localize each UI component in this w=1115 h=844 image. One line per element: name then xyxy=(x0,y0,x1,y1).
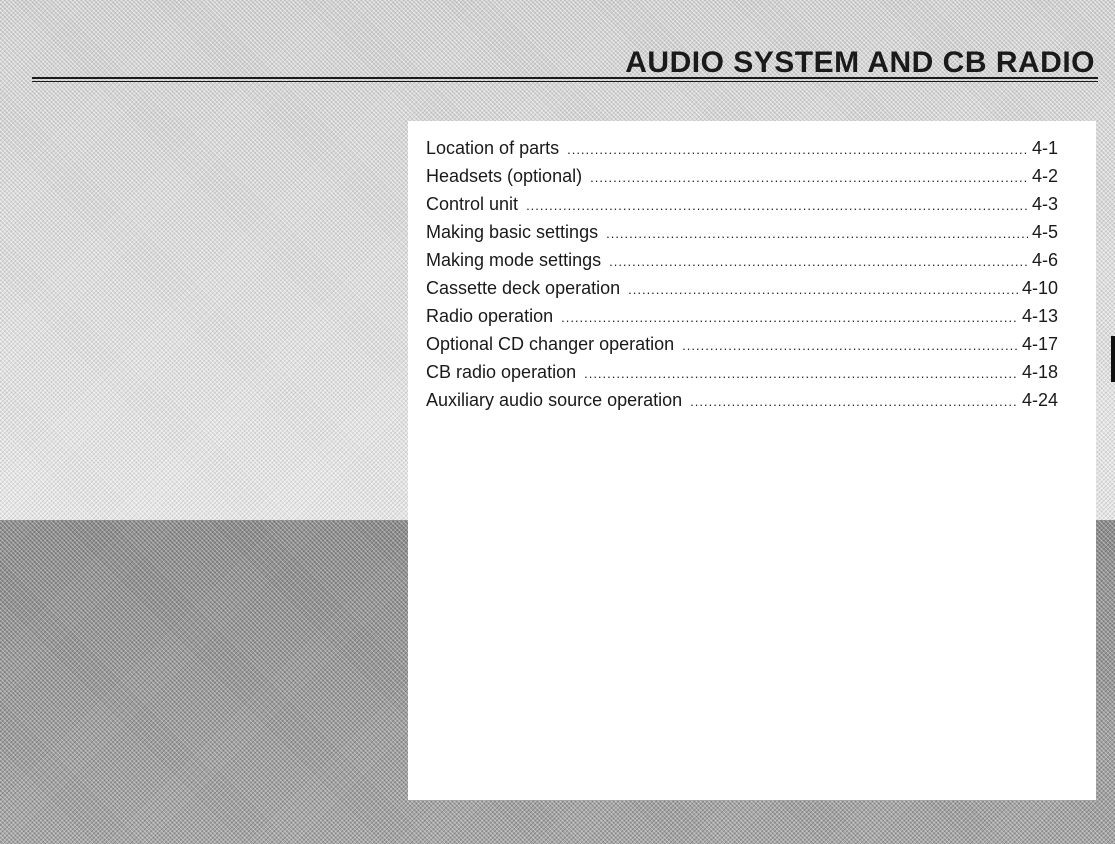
dot-leader xyxy=(628,276,1018,304)
toc-entry-auxiliary-audio[interactable] xyxy=(426,386,1058,414)
toc-entry-label: CB radio operation xyxy=(426,362,577,382)
dot-leader xyxy=(682,332,1018,360)
toc-entry-radio-operation[interactable] xyxy=(426,302,1058,330)
toc-entry-page: 4-18 xyxy=(1021,362,1058,382)
toc-entry-headsets[interactable] xyxy=(426,162,1058,190)
dot-leader xyxy=(590,164,1028,192)
toc-entry-label: Making mode settings xyxy=(426,250,602,270)
toc-entry-mode-settings[interactable] xyxy=(426,246,1058,274)
toc-entry-cd-changer[interactable] xyxy=(426,330,1058,358)
chapter-title: AUDIO SYSTEM AND CB RADIO xyxy=(625,46,1095,79)
toc-entry-page: 4-3 xyxy=(1031,194,1058,214)
toc-entry-label: Cassette deck operation xyxy=(426,278,621,298)
toc-entry-label: Optional CD changer operation xyxy=(426,334,675,354)
toc-entry-cb-radio[interactable] xyxy=(426,358,1058,386)
toc-entry-control-unit[interactable] xyxy=(426,190,1058,218)
header-rule xyxy=(32,77,1098,82)
toc-entry-label: Headsets (optional) xyxy=(426,166,583,186)
toc-entry-basic-settings[interactable] xyxy=(426,218,1058,246)
toc-entry-page: 4-24 xyxy=(1021,390,1058,410)
toc-entry-page: 4-1 xyxy=(1031,138,1058,158)
toc-entry-page: 4-5 xyxy=(1031,222,1058,242)
dot-leader xyxy=(609,248,1028,276)
toc-entry-label: Making basic settings xyxy=(426,222,599,242)
toc-entry-page: 4-2 xyxy=(1031,166,1058,186)
table-of-contents xyxy=(408,121,1096,800)
dot-leader xyxy=(584,360,1018,388)
toc-entry-page: 4-17 xyxy=(1021,334,1058,354)
dot-leader xyxy=(567,136,1028,164)
toc-entry-cassette-deck[interactable] xyxy=(426,274,1058,302)
toc-entry-label: Control unit xyxy=(426,194,519,214)
toc-entry-label: Auxiliary audio source operation xyxy=(426,390,683,410)
dot-leader xyxy=(606,220,1028,248)
toc-entry-location-of-parts[interactable] xyxy=(426,134,1058,162)
toc-entry-page: 4-10 xyxy=(1021,278,1058,298)
dot-leader xyxy=(561,304,1018,332)
toc-list xyxy=(426,134,1058,414)
toc-entry-page: 4-6 xyxy=(1031,250,1058,270)
toc-entry-label: Location of parts xyxy=(426,138,560,158)
toc-entry-label: Radio operation xyxy=(426,306,554,326)
dot-leader xyxy=(690,388,1018,416)
dot-leader xyxy=(526,192,1028,220)
chapter-edge-tab xyxy=(1111,336,1115,382)
toc-entry-page: 4-13 xyxy=(1021,306,1058,326)
